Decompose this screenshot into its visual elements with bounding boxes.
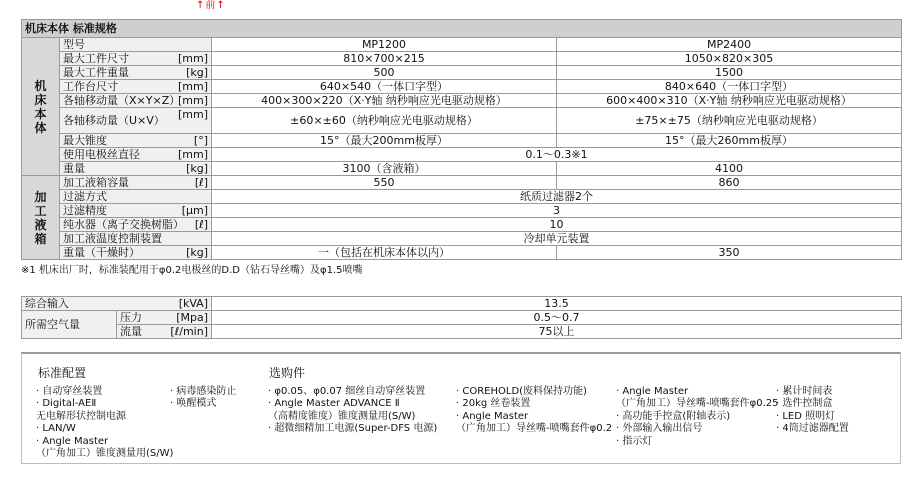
spec-value-mp1200: ±60×±60（纳秒响应光电驱动规格）: [212, 108, 557, 134]
table-row: [22, 52, 902, 66]
model-label: 型号: [60, 38, 212, 52]
spec-table: [21, 19, 902, 260]
list-item: · LAN/W: [36, 423, 76, 435]
list-item: · Angle Master ADVANCE Ⅱ: [268, 398, 400, 410]
table-row: [22, 246, 902, 260]
spec-label-text: 最大工件尺寸: [63, 52, 129, 65]
spec-value: 0.1～0.3※1: [212, 148, 902, 162]
flow-unit: [ℓ/min]: [170, 325, 208, 338]
table-row: [22, 311, 902, 325]
spec-label-text: 各轴移动量（X×Y×Z）: [63, 94, 181, 107]
spec-value-mp1200: 640×540（一体口字型）: [212, 80, 557, 94]
total-input-label: [22, 297, 212, 311]
spec-value-mp1200: 3100（含液箱）: [212, 162, 557, 176]
model-name: MP2400: [557, 38, 902, 52]
model-name: MP1200: [212, 38, 557, 52]
spec-unit: [ℓ]: [194, 176, 208, 189]
table-row: [22, 148, 902, 162]
spec-label-text: 使用电极丝直径: [63, 148, 140, 161]
spec-label-text: 工作台尺寸: [63, 80, 118, 93]
spec-value-mp2400: 1050×820×305: [557, 52, 902, 66]
spec-value: 3: [212, 204, 902, 218]
spec-label: [60, 204, 212, 218]
fluid-group-label: 加 工 液 箱: [22, 176, 60, 260]
total-input-value: 13.5: [212, 297, 902, 311]
spec-label: [60, 66, 212, 80]
list-item: · LED 照明灯: [776, 410, 836, 422]
table-row: [22, 232, 902, 246]
standard-list-1: [36, 386, 173, 460]
table-row: [22, 80, 902, 94]
spec-table-body: [22, 20, 902, 260]
spec-label-text: 重量（干燥时）: [63, 246, 140, 259]
list-item: （广角加工）导丝嘴-喷嘴套件φ0.25: [616, 398, 779, 410]
model-row: [22, 38, 902, 52]
table-row: [22, 108, 902, 134]
spec-unit: [mm]: [177, 148, 208, 161]
spec-value-mp2400: 1500: [557, 66, 902, 80]
list-item: · 超微细精加工电源(Super-DFS 电源): [268, 423, 438, 435]
list-item: · 外部输入输出信号: [616, 423, 703, 435]
spec-label-text: 加工液箱容量: [63, 176, 129, 189]
table-row: [22, 190, 902, 204]
options-list-2: [456, 386, 612, 436]
spec-label: [60, 108, 212, 134]
spec-title: 机床本体 标准规格: [22, 20, 902, 38]
spec-label: [60, 190, 212, 204]
options-list-3: [616, 386, 778, 448]
list-item: · COREHOLD(废料保持功能): [456, 386, 587, 397]
spec-label: [60, 80, 212, 94]
table-row: [22, 66, 902, 80]
spec-label-text: 最大工件重量: [63, 66, 129, 79]
spec-value-mp1200: 400×300×220（X·Y轴 纳秒响应光电驱动规格）: [212, 94, 557, 108]
list-item: · 高功能手控盒(附轴表示): [616, 410, 731, 422]
spec-value-mp1200: 一（包括在机床本体以内）: [212, 246, 557, 260]
spec-label: [60, 162, 212, 176]
configuration-panel: [21, 352, 901, 464]
table-row: [22, 94, 902, 108]
spec-label-text: 加工液温度控制装置: [63, 232, 162, 245]
list-item: · 指示灯: [616, 435, 653, 447]
options-list-4: [776, 386, 849, 436]
spec-unit: [kg]: [186, 162, 208, 175]
table-row: [22, 218, 902, 232]
list-item: · φ0.05、φ0.07 细丝自动穿丝装置: [268, 386, 426, 397]
spec-value-mp1200: 500: [212, 66, 557, 80]
list-item: · 4筒过滤器配置: [776, 423, 849, 435]
list-item: · 20kg 丝卷装置: [456, 398, 531, 410]
list-item: · Angle Master: [456, 410, 529, 422]
pressure-label: [117, 311, 212, 325]
spec-unit: [mm]: [177, 108, 208, 121]
list-item: · Digital-AEⅡ: [36, 398, 97, 410]
standard-config-title: 标准配置: [38, 366, 87, 380]
spec-label-text: 过滤精度: [63, 204, 107, 217]
flow-label: [117, 325, 212, 339]
spec-unit: [kg]: [186, 66, 208, 79]
spec-value-mp2400: 840×640（一体口字型）: [557, 80, 902, 94]
spec-unit: [mm]: [177, 52, 208, 65]
footnote: ※1 机床出厂时，标准装配用于φ0.2电极丝的D.D（钻石导丝嘴）及φ1.5喷嘴: [21, 265, 363, 276]
air-label: 所需空气量: [22, 311, 117, 339]
list-item: · 累计时间表: [776, 386, 833, 397]
spec-value-mp2400: 860: [557, 176, 902, 190]
spec-label-text: 重量: [63, 162, 85, 175]
spec-label: [60, 246, 212, 260]
spec-label: [60, 218, 212, 232]
power-table: [21, 296, 902, 339]
total-input-unit: [kVA]: [178, 297, 208, 310]
spec-value-mp2400: 15°（最大260mm板厚）: [557, 134, 902, 148]
spec-value: 冷却单元装置: [212, 232, 902, 246]
spec-label: [60, 148, 212, 162]
table-row: [22, 325, 902, 339]
list-item: · 唤醒模式: [170, 398, 217, 410]
spec-label: [60, 232, 212, 246]
list-item: · 自动穿丝装置: [36, 386, 103, 397]
spec-label: [60, 176, 212, 190]
spec-value-mp2400: 600×400×310（X·Y轴 纳秒响应光电驱动规格）: [557, 94, 902, 108]
list-item: 无电解形状控制电源: [36, 410, 126, 422]
spec-label: [60, 52, 212, 66]
spec-value-mp1200: 810×700×215: [212, 52, 557, 66]
spec-unit: [ℓ]: [194, 218, 208, 231]
spec-label-text: 纯水器（离子交换树脂）: [63, 218, 184, 231]
front-direction-note: ↑前↑: [196, 0, 226, 11]
spec-label: [60, 94, 212, 108]
spec-label-text: 过滤方式: [63, 190, 107, 203]
options-list-1: [268, 386, 437, 436]
list-item: （广角加工）锥度测量用(S/W): [36, 448, 174, 460]
total-input-text: 综合输入: [25, 297, 69, 310]
spec-unit: [mm]: [177, 80, 208, 93]
pressure-unit: [Mpa]: [176, 311, 208, 324]
table-row: [22, 176, 902, 190]
table-row: [22, 297, 902, 311]
options-title: 选购件: [269, 366, 306, 380]
spec-value: 10: [212, 218, 902, 232]
spec-value-mp2400: ±75×±75（纳秒响应光电驱动规格）: [557, 108, 902, 134]
list-item: · 选件控制盒: [776, 398, 833, 410]
spec-unit: [mm]: [177, 94, 208, 107]
spec-unit: [°]: [193, 134, 208, 147]
spec-value-mp2400: 350: [557, 246, 902, 260]
flow-value: 75以上: [212, 325, 902, 339]
list-item: · Angle Master: [36, 435, 109, 447]
spec-value-mp2400: 4100: [557, 162, 902, 176]
spec-label-text: 最大锥度: [63, 134, 107, 147]
pressure-value: 0.5～0.7: [212, 311, 902, 325]
table-row: [22, 162, 902, 176]
spec-unit: [μm]: [181, 204, 208, 217]
standard-list-2: [170, 386, 236, 411]
table-row: [22, 134, 902, 148]
list-item: （广角加工）导丝嘴-喷嘴套件φ0.2: [456, 423, 613, 435]
spec-unit: [kg]: [186, 246, 208, 259]
spec-label-text: 各轴移动量（U×V）: [63, 114, 165, 127]
flow-text: 流量: [120, 325, 142, 338]
list-item: （高精度锥度）锥度测量用(S/W): [268, 410, 416, 422]
spec-label: [60, 134, 212, 148]
spec-value-mp1200: 550: [212, 176, 557, 190]
spec-value: 纸质过滤器2个: [212, 190, 902, 204]
list-item: · 病毒感染防止: [170, 386, 237, 397]
list-item: · Angle Master: [616, 386, 689, 397]
machine-group-label: 机 床 本 体: [22, 38, 60, 176]
spec-value-mp1200: 15°（最大200mm板厚）: [212, 134, 557, 148]
pressure-text: 压力: [120, 311, 142, 324]
table-row: [22, 204, 902, 218]
